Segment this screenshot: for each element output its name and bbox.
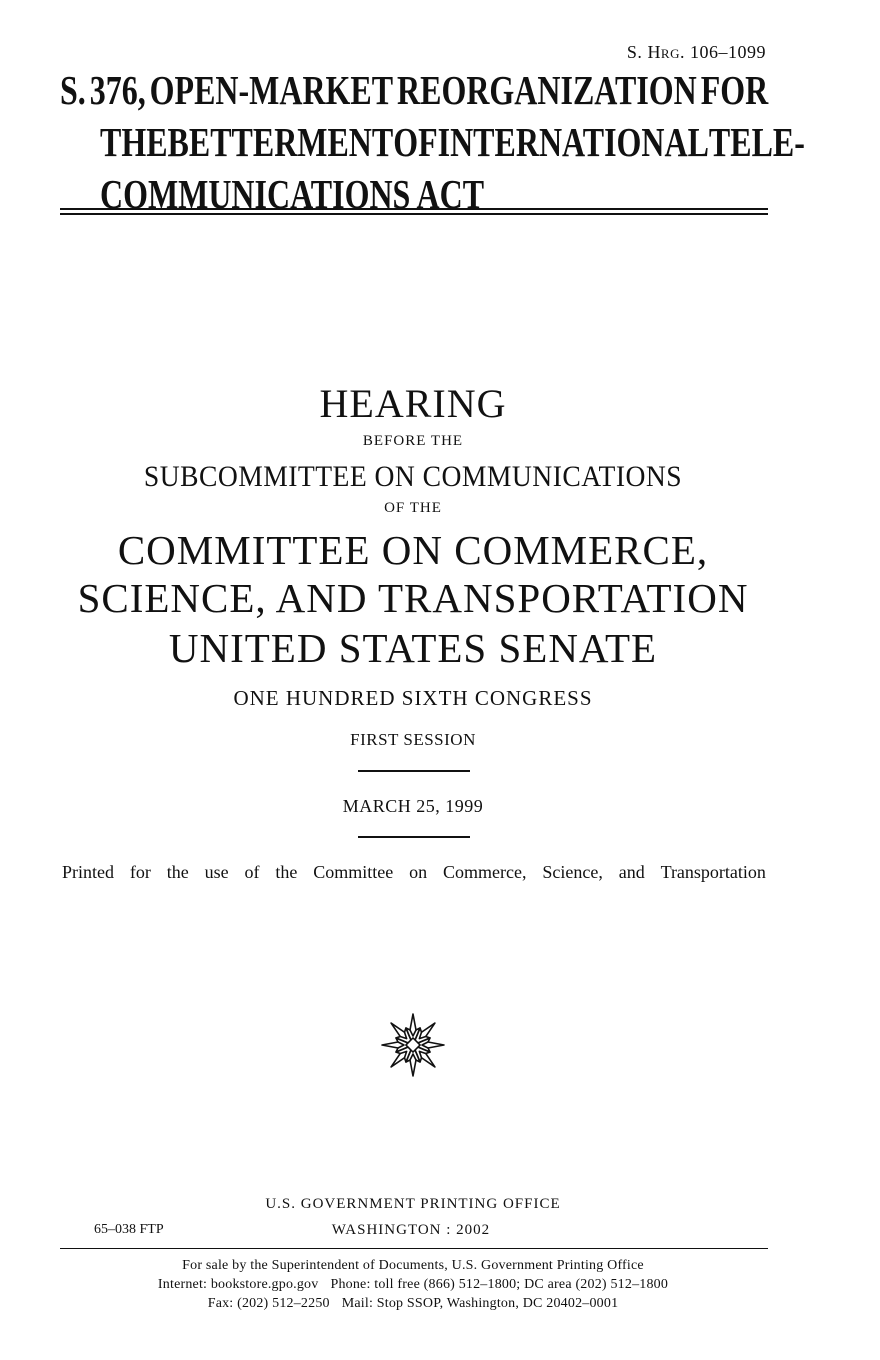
subcommittee-name: SUBCOMMITTEE ON COMMUNICATIONS xyxy=(143,460,683,493)
title-line-2 xyxy=(100,116,805,168)
printing-office: U.S. GOVERNMENT PRINTING OFFICE xyxy=(265,1196,561,1212)
title-line-1 xyxy=(60,64,768,116)
internet-address: Internet: bookstore.gpo.gov xyxy=(157,1277,319,1292)
document-title xyxy=(60,64,805,220)
printed-word: Transportation xyxy=(660,862,766,882)
printed-word: for xyxy=(129,862,151,882)
jacket-number: 65–038 FTP xyxy=(94,1222,164,1237)
hearing-number-value: 106–1099 xyxy=(685,42,766,62)
of-the-text: OF THE xyxy=(384,500,442,516)
gpo-seal-icon xyxy=(374,1006,452,1084)
sale-notice: For sale by the Superintendent of Documents, U.S. Government Printing Office xyxy=(182,1258,644,1273)
hearing-date: MARCH 25, 1999 xyxy=(342,796,484,816)
title-word: THE xyxy=(100,119,168,165)
footer-rule xyxy=(60,1248,768,1249)
hearing-prefix: S. xyxy=(626,42,648,62)
print-location-year: WASHINGTON : 2002 xyxy=(331,1222,491,1238)
committee-name-line-1: COMMITTEE ON COMMERCE, xyxy=(117,527,709,573)
printed-word: and xyxy=(618,862,645,882)
contact-line-fax-mail xyxy=(0,1296,826,1312)
title-word: OPEN-MARKET xyxy=(149,67,394,113)
title-word: OF xyxy=(393,119,438,165)
printed-word: Printed xyxy=(62,862,114,882)
printed-for-text xyxy=(62,862,766,883)
title-line-3: COMMUNICATIONS ACT xyxy=(100,171,485,217)
date-rule-top xyxy=(358,770,470,772)
printed-word: on xyxy=(409,862,428,882)
title-double-rule xyxy=(60,208,768,215)
title-word: S. xyxy=(60,67,86,113)
before-the-text: BEFORE THE xyxy=(362,433,464,449)
title-word: FOR xyxy=(700,67,769,113)
session-text: FIRST SESSION xyxy=(350,730,476,749)
hearing-heading: HEARING xyxy=(319,381,507,426)
hearing-abbrev: Hrg. xyxy=(647,42,685,62)
title-word: 376, xyxy=(89,67,146,113)
title-word: INTERNATIONAL xyxy=(437,119,709,165)
phone-numbers: Phone: toll free (866) 512–1800; DC area (202) 512–1800 xyxy=(330,1277,669,1292)
printed-word: use xyxy=(204,862,229,882)
date-rule-bottom xyxy=(358,836,470,838)
printed-word: Commerce, xyxy=(443,862,527,882)
title-word: TELE- xyxy=(708,119,805,165)
title-word: REORGANIZATION xyxy=(397,67,697,113)
fax-number: Fax: (202) 512–2250 xyxy=(207,1296,330,1311)
printed-word: Committee xyxy=(313,862,394,882)
printed-word: of xyxy=(244,862,260,882)
title-word: BETTERMENT xyxy=(167,119,394,165)
printed-word: the xyxy=(275,862,298,882)
contact-line-internet-phone xyxy=(0,1277,826,1293)
printed-word: the xyxy=(166,862,189,882)
committee-name-line-2: SCIENCE, AND TRANSPORTATION xyxy=(77,575,749,621)
congress-text: ONE HUNDRED SIXTH CONGRESS xyxy=(233,686,593,710)
hearing-number xyxy=(627,42,766,63)
printed-word: Science, xyxy=(542,862,603,882)
senate-name: UNITED STATES SENATE xyxy=(168,625,658,671)
mail-address: Mail: Stop SSOP, Washington, DC 20402–0001 xyxy=(341,1296,619,1311)
